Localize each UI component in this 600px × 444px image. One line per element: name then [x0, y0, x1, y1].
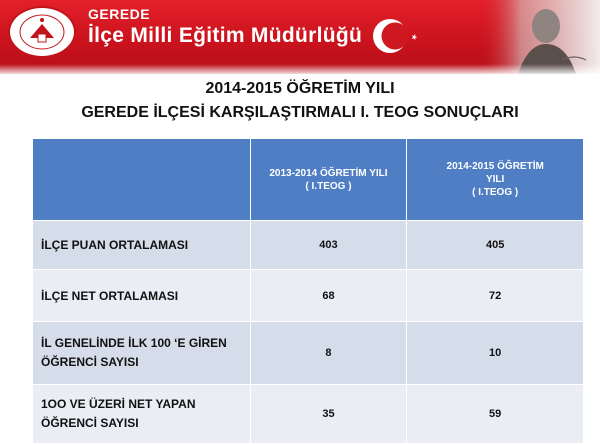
table-row: [33, 221, 584, 270]
page-title-comparison: GEREDE İLÇESİ KARŞILAŞTIRMALI I. TEOG SONUÇLARI: [81, 104, 519, 121]
value-2013-2014: 68: [250, 270, 407, 322]
header-line: 2013-2014 ÖĞRETİM YILI: [269, 167, 388, 179]
crescent-star-icon: [368, 14, 438, 58]
brand-large-text: İlçe Milli Eğitim Müdürlüğü: [88, 24, 363, 47]
table-row: [33, 322, 584, 385]
header-cell-2013-2014: [250, 139, 407, 221]
page-title-year: 2014-2015 ÖĞRETİM YILI: [205, 80, 395, 97]
value-2014-2015: 59: [407, 385, 584, 444]
header-cell-empty: [33, 139, 251, 221]
brand-small-text: GEREDE: [88, 6, 151, 22]
ministry-logo: [8, 6, 76, 58]
table-row: [33, 385, 584, 444]
row-label: İLÇE PUAN ORTALAMASI: [33, 221, 251, 270]
row-label: İL GENELİNDE İLK 100 ‘E GİREN ÖĞRENCİ SAYISI: [33, 322, 251, 385]
header-cell-2014-2015: [407, 139, 584, 221]
ataturk-portrait-image: [478, 0, 600, 74]
value-2013-2014: 35: [250, 385, 407, 444]
header-line: ( I.TEOG ): [305, 180, 352, 192]
value-2014-2015: 10: [407, 322, 584, 385]
row-label: İLÇE NET ORTALAMASI: [33, 270, 251, 322]
results-table: [32, 138, 584, 444]
header-line: ( I.TEOG ): [472, 187, 519, 198]
value-2013-2014: 403: [250, 221, 407, 270]
header-line: 2014-2015 ÖĞRETİM: [446, 161, 544, 172]
table-header-row: [33, 139, 584, 221]
value-2014-2015: 72: [407, 270, 584, 322]
row-label: 1OO VE ÜZERİ NET YAPAN ÖĞRENCİ SAYISI: [33, 385, 251, 444]
header-line: YILI: [485, 174, 505, 185]
value-2014-2015: 405: [407, 221, 584, 270]
header-banner: [0, 0, 600, 74]
value-2013-2014: 8: [250, 322, 407, 385]
table-row: [33, 270, 584, 322]
